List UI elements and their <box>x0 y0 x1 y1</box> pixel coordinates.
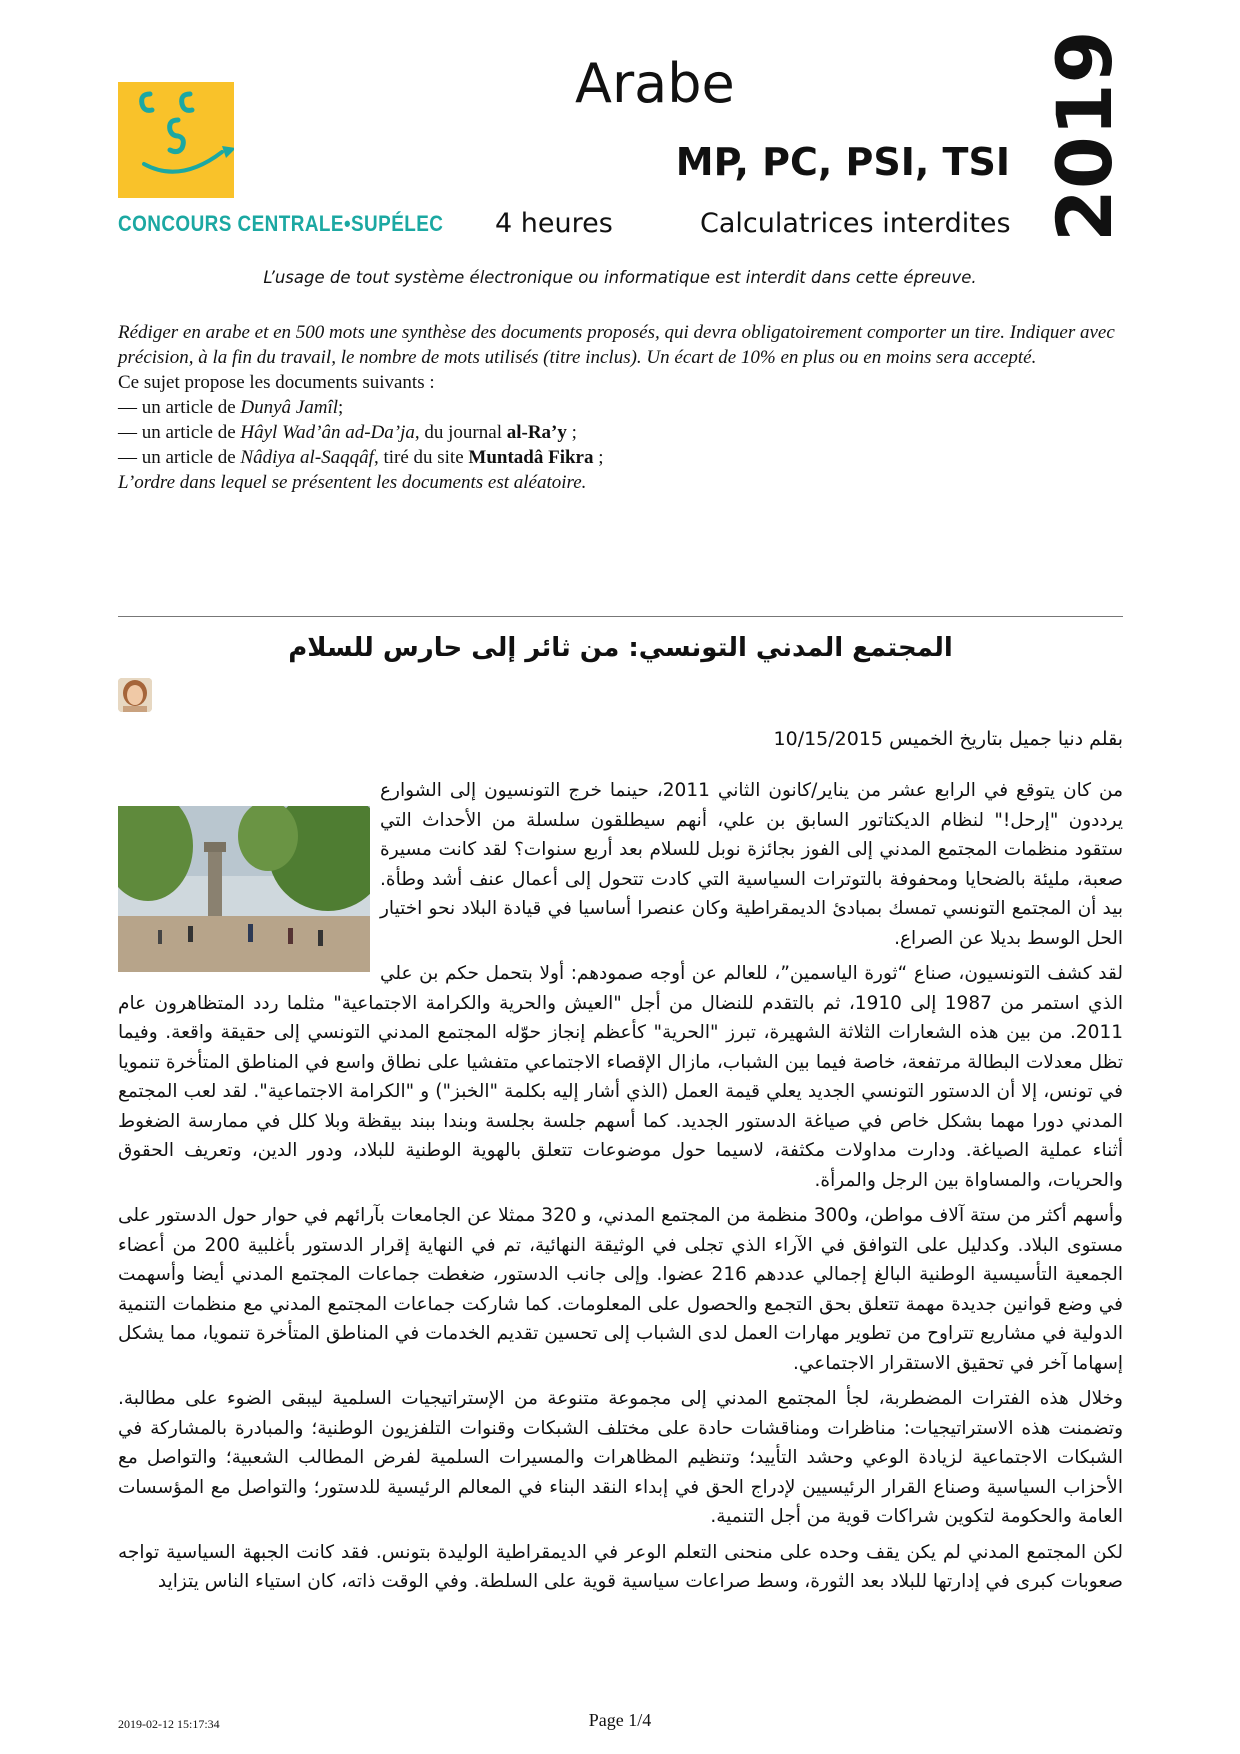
document-source: Muntadâ Fikra <box>468 447 594 468</box>
page-number: Page 1/4 <box>588 1710 652 1730</box>
article-title: المجتمع المدني التونسي: من ثائر إلى حارس للسلام <box>288 633 953 663</box>
document-author: Dunyâ Jamîl <box>240 397 339 418</box>
order-note: L’ordre dans lequel se présentent les documents est aléatoire. <box>118 472 587 493</box>
photo-spacer <box>118 776 380 972</box>
exam-streams: MP, PC, PSI, TSI <box>675 140 1010 184</box>
divider <box>118 616 1123 617</box>
exam-subject: Arabe <box>575 52 735 115</box>
logo-wordmark: CONCOURS CENTRALE•SUPÉLEC <box>118 211 444 236</box>
document-author: Hâyl Wad’ân ad-Da’ja <box>240 422 415 443</box>
logo-emblem-icon <box>118 82 234 198</box>
article-body <box>118 776 1123 1603</box>
documents-intro: Ce sujet propose les documents suivants : <box>118 372 435 393</box>
document-item: — un article de Dunyâ Jamîl; <box>118 397 344 418</box>
article-paragraph: وخلال هذه الفترات المضطربة، لجأ المجتمع المدني إلى مجموعة متنوعة من الإستراتيجيات السلمية ليبقى الضوء على مطالبة. وتضمنت هذه الاستراتيجيات: مناظرات ومناقشات حادة على مختلف الشبكات وقنوات التلفزيون الوطنية؛ والمبادرة بالمشاركة في الشبكات الاجتماعية لزيادة الوعي وحشد التأييد؛ وتنظيم المظاهرات والمسيرات السلمية لفرض المطالب الشعبية؛ والتواصل مع الأحزاب السياسية وصناع القرار الرئيسيين لإدراج الحق في إبداء النقد البناء في المعالم الرئيسية للدستور؛ والتواصل مع المؤسسات العامة والحكومة لتكوين شراكات قوية من أجل التنمية. <box>118 1388 1123 1527</box>
article-paragraph: لكن المجتمع المدني لم يكن يقف وحده على منحنى التعلم الوعر في الديمقراطية الوليدة بتونس. فقد كانت الجبهة السياسية تواجه صعوبات كبرى في إدارتها للبلاد بعد الثورة، وسط صراعات سياسية قوية على السلطة. وفي الوقت ذاته، كان استياء الناس يتزايد <box>118 1541 1123 1592</box>
author-photo-icon <box>118 678 152 712</box>
exam-duration: 4 heures <box>495 208 613 239</box>
article-byline: بقلم دنيا جميل بتاريخ الخميس 10/15/2015 <box>773 728 1123 750</box>
author-avatar <box>118 678 152 712</box>
document-item: — un article de Hâyl Wad’ân ad-Da’ja, du journal al-Ra’y ; <box>118 422 577 443</box>
logo <box>118 82 234 198</box>
electronics-notice: L’usage de tout système électronique ou informatique est interdit dans cette épreuve. <box>263 268 977 287</box>
document-author: Nâdiya al-Saqqâf <box>240 447 374 468</box>
article-paragraph: وأسهم أكثر من ستة آلاف مواطن، و300 منظمة من المجتمع المدني، و 320 ممثلا عن الجامعات بآرائهم في حوار حول الدستور على مستوى البلاد. وكدليل على التوافق في الآراء الذي تجلى في الوثيقة النهائية، تم في النهاية إقرار الدستور بأغلبية 200 من أعضاء الجمعية التأسيسية الوطنية البالغ إجمالي عددهم 216 عضوا. وإلى جانب الدستور، ضغطت جماعات المجتمع المدني أيضا وأسهمت في وضع قوانين جديدة مهمة تتعلق بحق التجمع والحصول على المعلومات. كما شاركت جماعات المجتمع المدني مع منظمات التنمية الدولية في مشاريع تتراوح من تطوير مهارات العمل لدى الشباب إلى تحسين تقديم الخدمات في المناطق المتأخرة تنمويا، مما يشكل إسهاما آخر في تحقيق الاستقرار الاجتماعي. <box>118 1205 1123 1374</box>
document-item: — un article de Nâdiya al-Saqqâf, tiré du site Muntadâ Fikra ; <box>118 447 604 468</box>
document-source: al-Ra’y <box>506 422 567 443</box>
calculator-rule: Calculatrices interdites <box>700 208 1011 239</box>
instructions-paragraph: Rédiger en arabe et en 500 mots une synthèse des documents proposés, qui devra obligatoirement comporter un tire. Indiquer avec précision, à la fin du travail, le nombre de mots utilisés (titre inclus). Un écart de 10% en plus ou en moins sera accepté. <box>118 322 1115 368</box>
exam-year-label: 2019 <box>1040 30 1129 242</box>
exam-year <box>1040 30 1130 242</box>
article-paragraph: لقد كشف التونسيون، صناع “ثورة الياسمين”، للعالم عن أوجه صمودهم: أولا بتحمل حكم بن علي الذي استمر من 1987 إلى 1910، ثم بالتقدم للنضال من أجل "العيش والحرية والكرامة الاجتماعية" مثلما ردد المتظاهرون عام 2011. من بين هذه الشعارات الثلاثة الشهيرة، تبرز "الحرية" كأعظم إنجاز حوّله المجتمع المدني التونسي إلى حقيقة واقعة. وفيما تظل معدلات البطالة مرتفعة، خاصة فيما بين الشباب، مازال الإقصاء الاجتماعي متفشيا على نطاق واسع في المناطق المتأخرة تنمويا في تونس، إلا أن الدستور التونسي الجديد يعلي قيمة العمل (الذي أشار إليه بكلمة "الخبز") و "الكرامة الاجتماعية". لقد لعب المجتمع المدني دورا مهما بشكل خاص في صياغة الدستور الجديد. كما أسهم جلسة بجلسة وبندا ببند بيقظة وبلا كلل في ممارسة الضغوط أثناء عملية الصياغة. ودارت مداولات مكثفة، لاسيما حول موضوعات تتعلق بالهوية الوطنية للبلاد، ودور الدين، وتعريف الحقوق والحريات، والمساواة بين الرجل والمرأة. <box>118 963 1123 1191</box>
article-paragraph: من كان يتوقع في الرابع عشر من يناير/كانون الثاني 2011، حينما خرج التونسيون إلى الشوارع يرددون "إرحل!" لنظام الديكتاتور السابق بن علي، أنهم سيطلقون سلسلة من الأحداث التي ستقود منظمات المجتمع المدني إلى الفوز بجائزة نوبل للسلام بعد أربع سنوات؟ لقد كانت مسيرة صعبة، مليئة بالضحايا ومحفوفة بالتوترات السياسية التي كادت تتحول إلى أعمال عنف أشد وطأة. بيد أن المجتمع التونسي تمسك بمبادئ الديمقراطية وكان عنصرا أساسيا في قيادة البلاد نحو اختيار الحل الوسط بديلا عن الصراع. <box>380 780 1123 949</box>
instructions <box>118 320 1123 495</box>
print-timestamp: 2019-02-12 15:17:34 <box>118 1717 220 1731</box>
